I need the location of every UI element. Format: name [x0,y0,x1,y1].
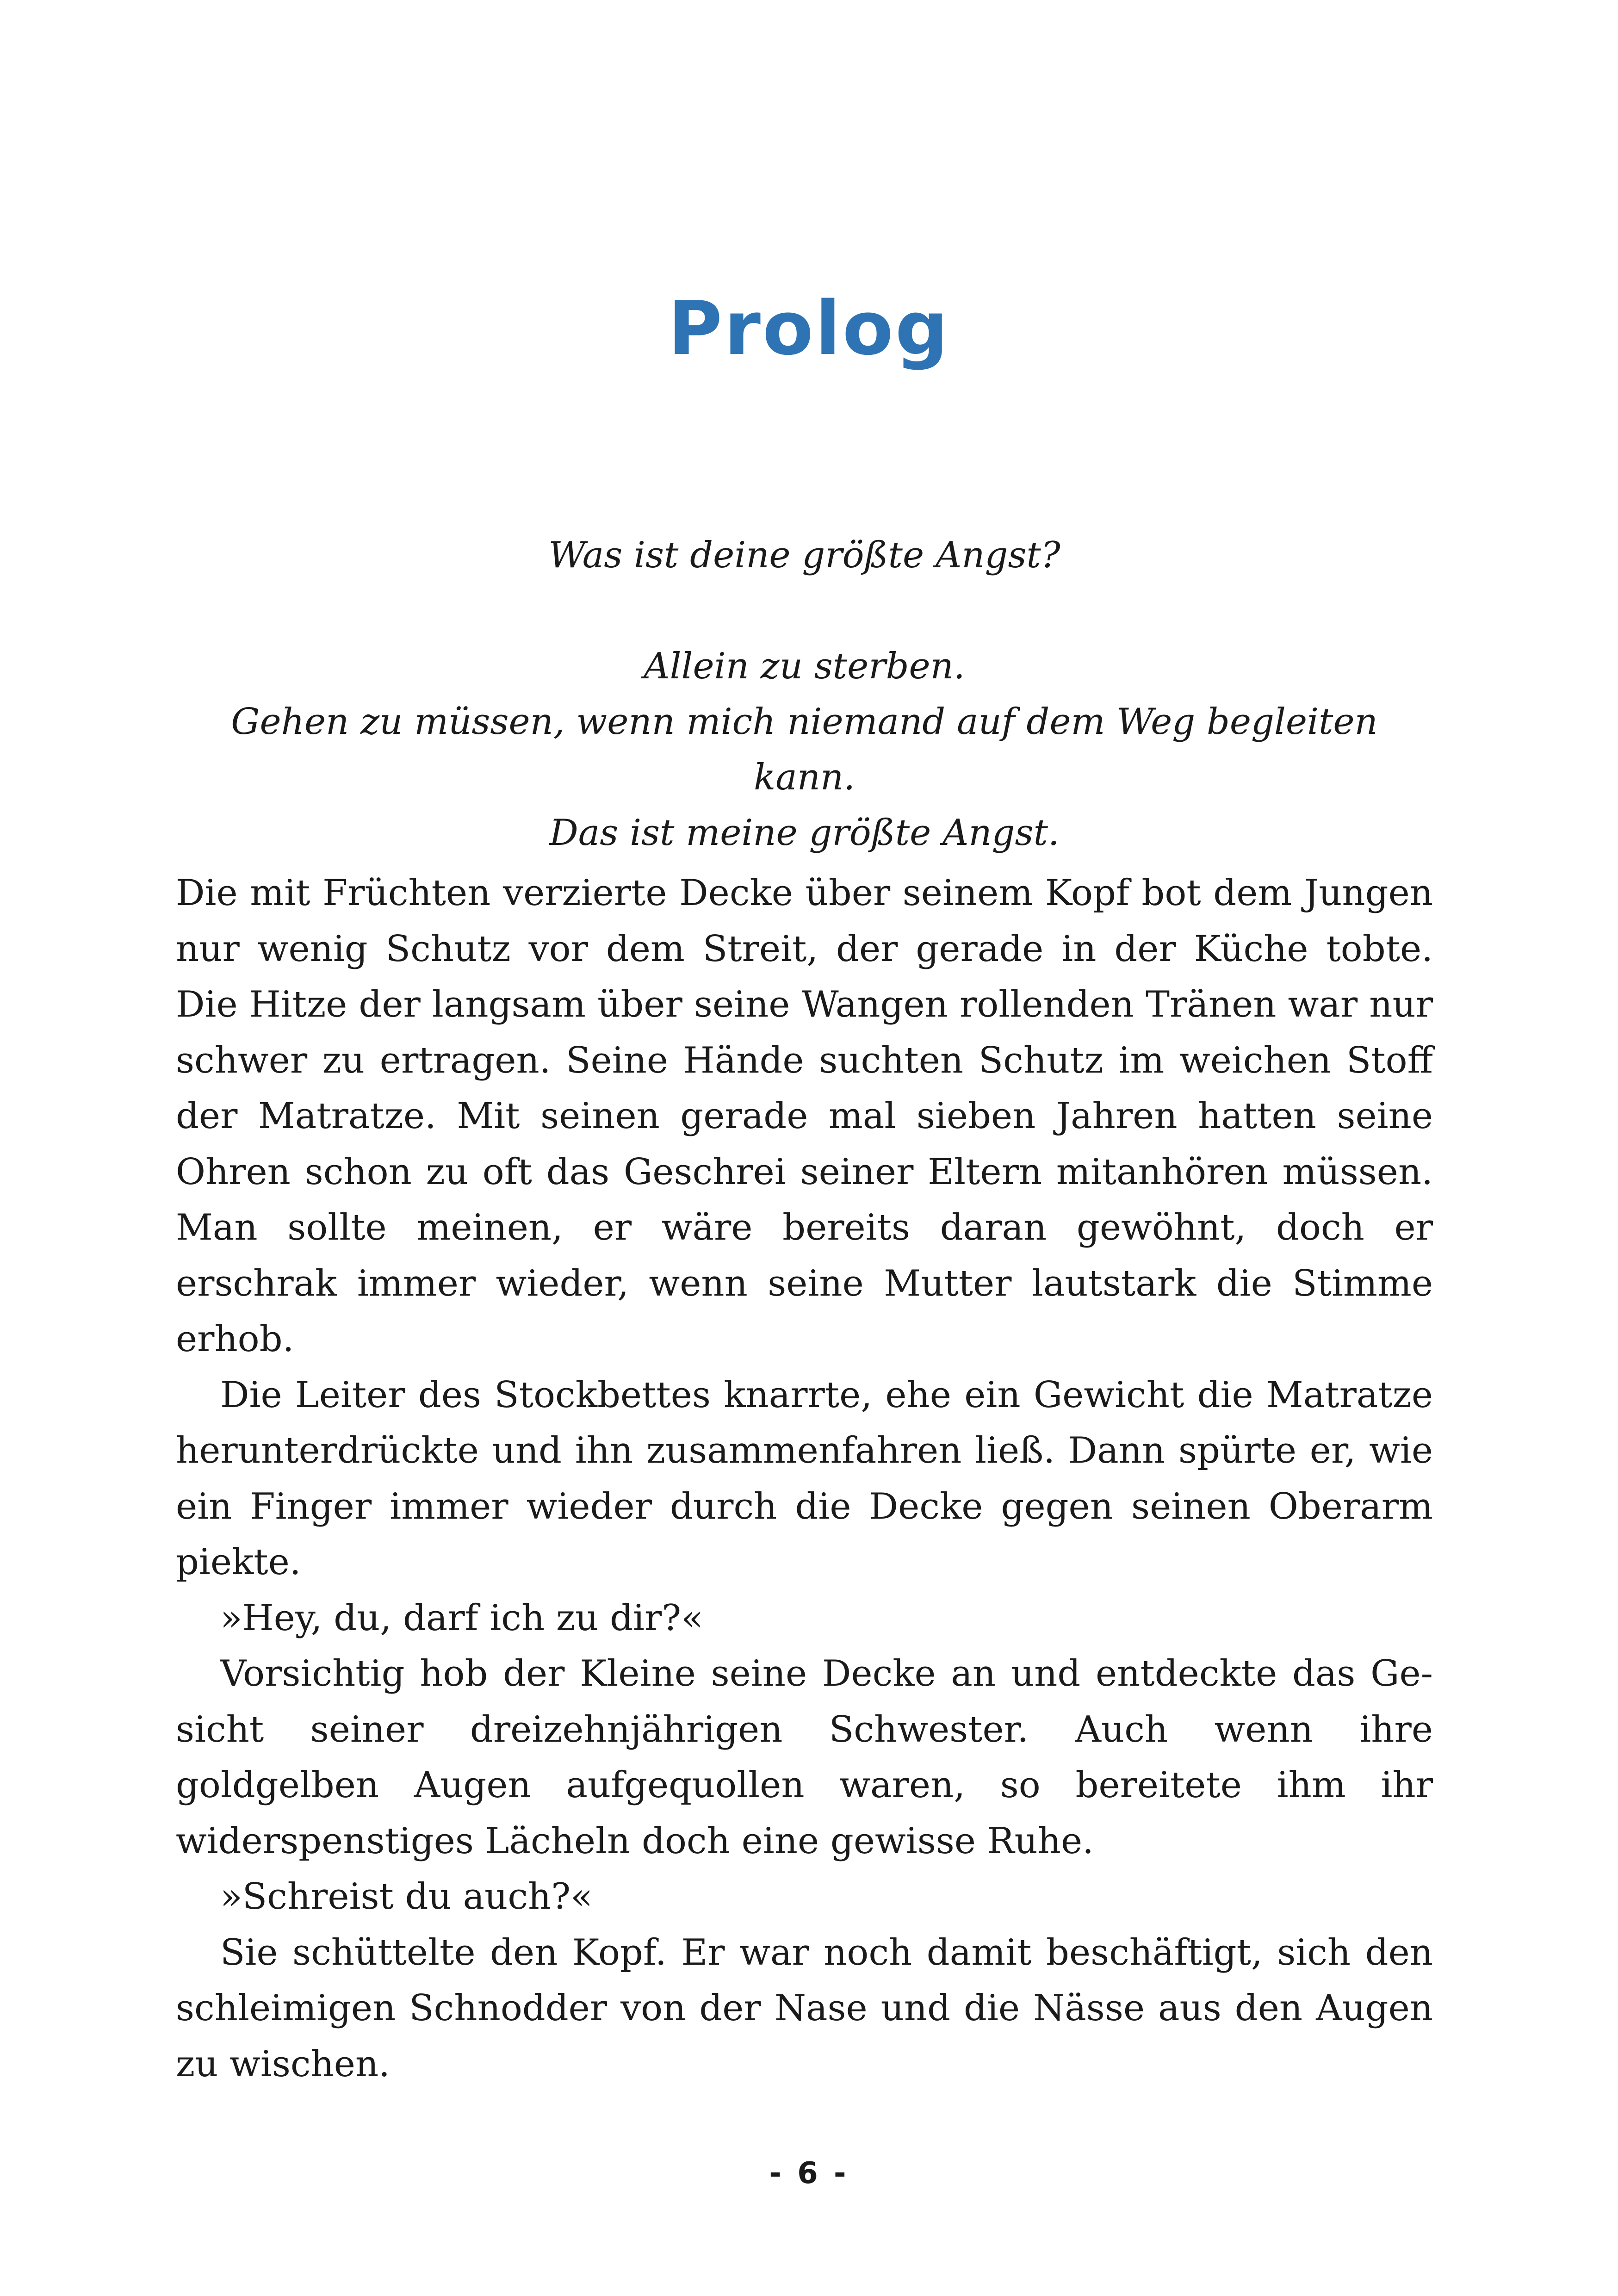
paragraph: Vorsichtig hob der Kleine seine Decke an und entdeckte das Gesicht seiner dreizehnjährigen Schwester. Auch wenn ihre goldgelben Augen aufgequollen waren, so bereitete ihm ihr widerspenstiges Lächeln doch eine gewisse Ruhe. [176,1653,1433,1862]
body-text [176,865,1433,2092]
epigraph-answer-line: Gehen zu müssen, wenn mich niemand auf dem Weg begleiten kann. [231,701,1378,798]
paragraph: »Hey, du, darf ich zu dir?« [220,1597,703,1639]
paragraph: Die Leiter des Stockbettes knarrte, ehe ein Gewicht die Matratze herunterdrückte und ihn zusammenfahren ließ. Dann spürte er, wie ein Finger immer wieder durch die Decke gegen seinen Oberarm piekte. [176,1374,1433,1583]
epigraph-question: Was ist deine größte Angst? [548,534,1060,576]
epigraph [176,527,1433,861]
page-number: - 6 - [769,2156,849,2191]
paragraph: Sie schüttelte den Kopf. Er war noch damit beschäftigt, sich den schleimigen Schnodder von der Nase und die Nässe aus den Augen zu wischen. [176,1931,1433,2085]
chapter-title: Prolog [668,285,950,372]
epigraph-spacer [176,583,1433,639]
paragraph: »Schreist du auch?« [220,1876,593,1917]
epigraph-answer-line: Das ist meine größte Angst. [549,812,1060,854]
paragraph: Die mit Früchten verzierte Decke über seinem Kopf bot dem Jungen nur wenig Schutz vor dem Streit, der gerade in der Küche tobte. Die Hitze der langsam über seine Wangen rollenden Tränen war nur schwer zu ertragen. Seine Hände suchten Schutz im weichen Stoff der Matratze. Mit seinen gerade mal sieben Jahren hatten seine Ohren schon zu oft das Geschrei seiner Eltern mitanhören müssen. Man sollte meinen, er wäre bereits daran gewöhnt, doch er erschrak immer wieder, wenn seine Mutter lautstark die Stimme erhob. [176,872,1433,1360]
epigraph-answer-line: Allein zu sterben. [644,645,965,687]
